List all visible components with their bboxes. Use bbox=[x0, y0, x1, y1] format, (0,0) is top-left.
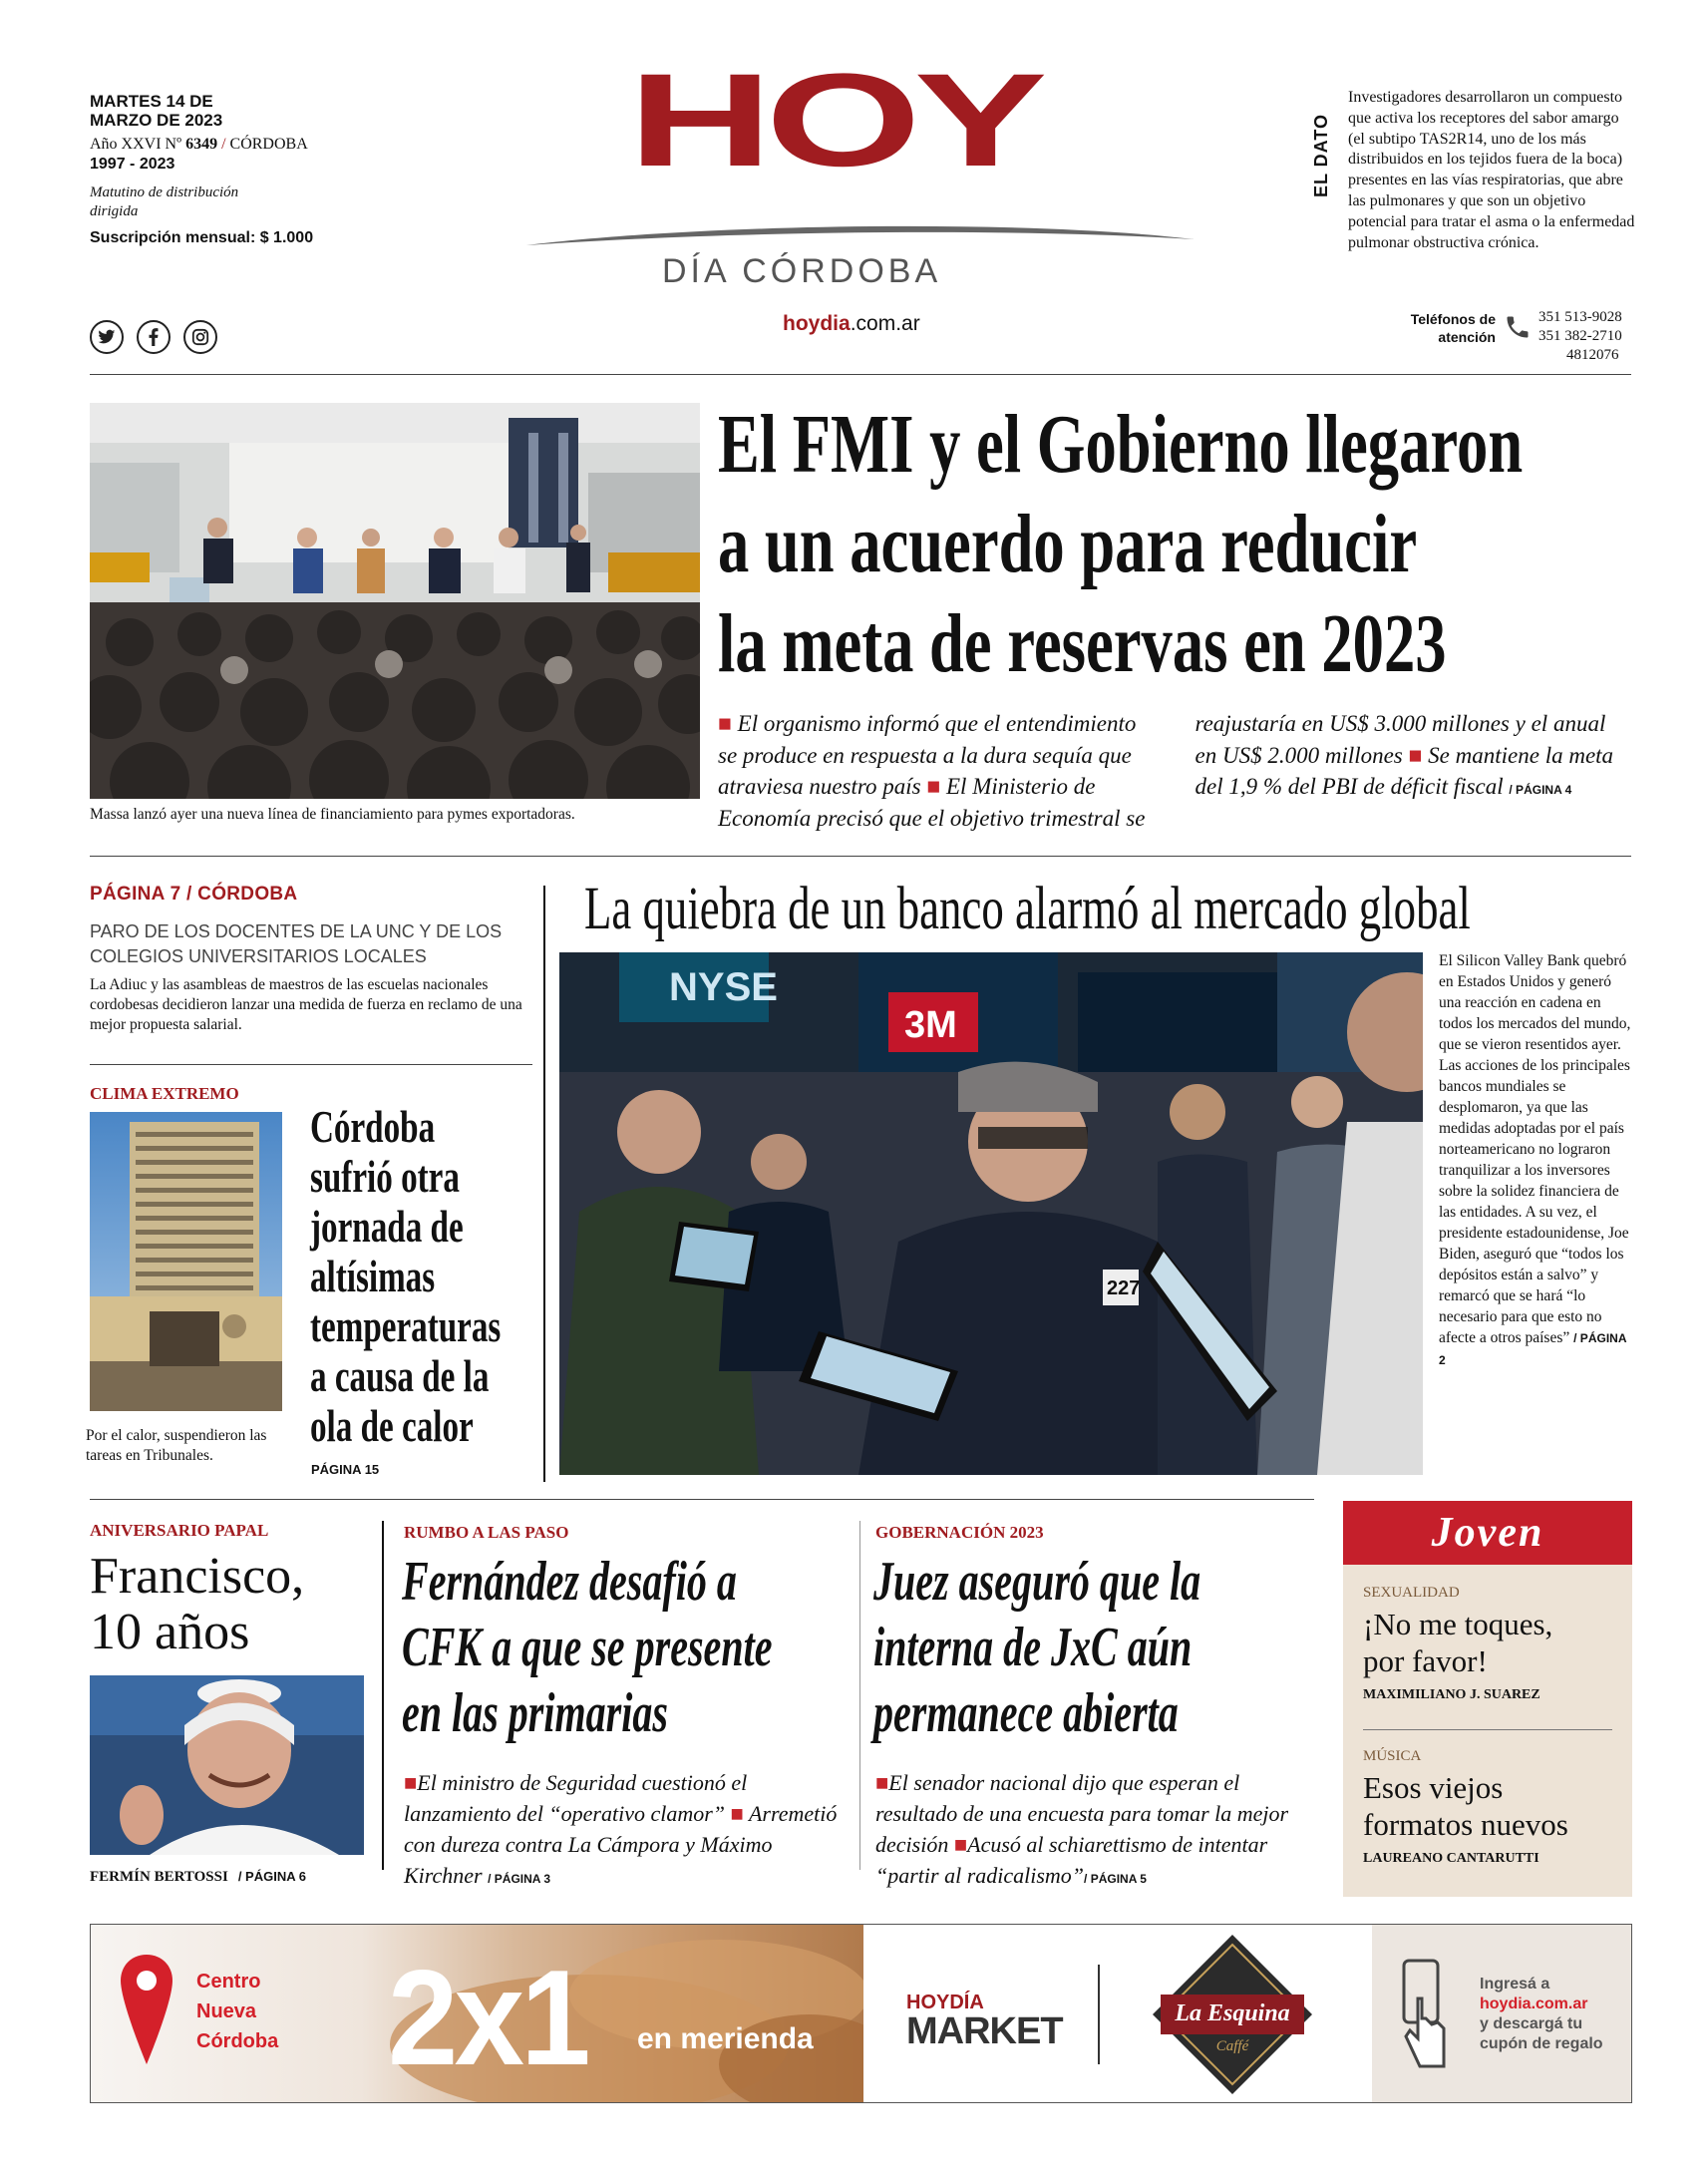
papa-photo bbox=[90, 1675, 364, 1855]
bullet-icon: ■ bbox=[718, 711, 732, 736]
header-rule bbox=[90, 374, 1631, 375]
nyse-sign-label: NYSE bbox=[669, 965, 778, 1009]
author: FERMÍN BERTOSSI bbox=[90, 1869, 228, 1885]
el-dato-label: EL DATO bbox=[1311, 113, 1331, 197]
gob-headline-line: permanece abierta bbox=[873, 1682, 1179, 1744]
joven-divider bbox=[1363, 1729, 1612, 1730]
facebook-icon[interactable] bbox=[137, 320, 171, 354]
section-rule bbox=[90, 1499, 1314, 1500]
bullet-icon: ■ bbox=[875, 1770, 889, 1795]
tribunales-building-image bbox=[90, 1112, 282, 1411]
phone-numbers bbox=[1538, 308, 1622, 365]
phone-icon bbox=[1504, 313, 1532, 346]
page-ref[interactable]: / PÁGINA 2 bbox=[1439, 1331, 1627, 1367]
gob-headline-line: Juez aseguró que la bbox=[873, 1551, 1201, 1613]
logo-swoosh bbox=[526, 219, 1195, 249]
unc-title: PARO DE LOS DOCENTES DE LA UNC Y DE LOS COLEGIOS UNIVERSITARIOS LOCALES bbox=[90, 921, 503, 966]
joven-headline[interactable]: ¡No me toques, por favor! bbox=[1363, 1607, 1553, 1678]
ad-promo-sub: en merienda bbox=[637, 2022, 814, 2055]
instagram-icon[interactable] bbox=[183, 320, 217, 354]
clima-headline-line: sufrió otra bbox=[310, 1151, 460, 1202]
logo-text: HOY bbox=[628, 46, 1041, 194]
clima-headline-line: ola de calor bbox=[310, 1400, 474, 1451]
masthead-left bbox=[90, 92, 349, 247]
joven-kicker: SEXUALIDAD bbox=[1363, 1585, 1460, 1601]
lead-headline bbox=[718, 395, 1635, 694]
la-esquina-logo: La Esquina Caffé bbox=[1153, 1935, 1312, 2094]
lead-headline-line: la meta de reservas en 2023 bbox=[718, 597, 1447, 690]
page-ref[interactable]: / PÁGINA 4 bbox=[1509, 783, 1572, 797]
papa-headline: Francisco, 10 años bbox=[90, 1548, 305, 1660]
clima-headline bbox=[310, 1102, 549, 1451]
joven-box[interactable] bbox=[1343, 1501, 1632, 1897]
pope-francis-image bbox=[90, 1675, 364, 1855]
paso-headline bbox=[402, 1549, 851, 1746]
el-dato-text: Investigadores desarrollaron un compuesto que activa los receptores del sabor amargo (el subtipo TAS2R14, uno de los más distribuidos en los tejidos fuera de la boca) presentes en las vías respiratorias, que abre las pulmonares y que son un objetivo potencial para tratar el asma o la enfermedad pulmonar obstructiva crónica. bbox=[1348, 89, 1635, 251]
bank-text: El Silicon Valley Bank quebró en Estados Unidos y generó una reacción en cadena en todos los mercados del mundo, que se vieron resentidos ayer. Las acciones de los principales bancos mundiales se desplomaron, ya que las medidas adoptadas por el país norteamericano no lograron tranquilizar a los inversores sobre la solidez financiera de las entidades. A su vez, el presidente estadounidense, Joe Biden, aseguró que “todos los depósitos están a salvo” y remarcó que se hará “lo necesario para que esto no afecte a otros países” / PÁGINA 2 bbox=[1439, 952, 1631, 1367]
unc-kicker[interactable]: PÁGINA 7 / CÓRDOBA bbox=[90, 884, 298, 905]
joven-title: Joven bbox=[1431, 1510, 1544, 1556]
paso-headline-line: Fernández desafió a bbox=[402, 1551, 737, 1613]
bullet-icon: ■ bbox=[953, 1832, 968, 1857]
ad-location: Centro Nueva Córdoba bbox=[196, 1971, 279, 2052]
gob-headline-line: interna de JxC aún bbox=[873, 1617, 1193, 1678]
lead-headline-line: a un acuerdo para reducir bbox=[718, 498, 1418, 590]
lead-headline-line: El FMI y el Gobierno llegaron bbox=[718, 398, 1524, 491]
lead-photo bbox=[90, 403, 700, 799]
joven-author: LAUREANO CANTARUTTI bbox=[1363, 1851, 1539, 1866]
section-rule bbox=[90, 856, 1631, 857]
twitter-icon[interactable] bbox=[90, 320, 124, 354]
phone-number[interactable]: 351 513-9028 bbox=[1538, 309, 1622, 325]
website-link[interactable]: hoydia.com.ar bbox=[783, 312, 920, 335]
subscription: Suscripción mensual: $ 1.000 bbox=[90, 229, 314, 246]
column-divider bbox=[382, 1521, 384, 1870]
phones-label: Teléfonos de atención bbox=[1410, 311, 1496, 345]
clima-photo bbox=[90, 1112, 282, 1411]
gob-headline bbox=[873, 1549, 1322, 1746]
page-ref[interactable]: / PÁGINA 6 bbox=[237, 1869, 306, 1884]
logo-subtitle: DÍA CÓRDOBA bbox=[662, 252, 942, 290]
unc-text: La Adiuc y las asambleas de maestros de las escuelas nacionales cordobesas decidieron lanzar una medida de fuerza en reclamo de una mejor propuesta salarial. bbox=[90, 976, 522, 1033]
factory-event-image bbox=[90, 403, 700, 799]
paso-kicker: RUMBO A LAS PASO bbox=[404, 1523, 569, 1542]
years: 1997 - 2023 bbox=[90, 156, 175, 173]
bank-headline: La quiebra de un banco alarmó al mercado global bbox=[584, 876, 1471, 942]
masthead-logo bbox=[628, 46, 1087, 194]
joven-band bbox=[1343, 1501, 1632, 1565]
clima-headline-line: temperaturas bbox=[310, 1300, 502, 1351]
phone-number[interactable]: 4812076 bbox=[1566, 347, 1619, 363]
social-links bbox=[90, 320, 217, 354]
joven-headline[interactable]: Esos viejos formatos nuevos bbox=[1363, 1770, 1568, 1842]
page-ref[interactable]: / PÁGINA 5 bbox=[1084, 1872, 1147, 1886]
ad-cta-text: Ingresá a hoydia.com.ar y descargá tu cupón de regalo bbox=[1480, 1976, 1603, 2052]
paso-headline-line: en las primarias bbox=[402, 1682, 668, 1744]
ad-banner[interactable] bbox=[90, 1924, 1632, 2103]
ad-cta-panel[interactable] bbox=[1372, 1925, 1632, 2103]
clima-caption: Por el calor, suspendieron las tareas en Tribunales. bbox=[86, 1427, 267, 1464]
paso-summary: ■El ministro de Seguridad cuestionó el lanzamiento del “operativo clamor” ■ Arremetió con dureza contra La Cámpora y Máximo Kirchner / PÁGINA 3 bbox=[404, 1770, 838, 1888]
bullet-icon: ■ bbox=[926, 774, 941, 799]
clima-headline-line: jornada de bbox=[310, 1201, 464, 1252]
edition-line: Año XXVI Nº 6349 / CÓRDOBA bbox=[90, 136, 308, 153]
column-rule bbox=[90, 1064, 532, 1065]
hoydia-market-logo: HOYDÍA MARKET bbox=[906, 1992, 1063, 2052]
ad-promo: 2x1 bbox=[388, 1942, 587, 2093]
phone-number[interactable]: 351 382-2710 bbox=[1538, 328, 1622, 344]
column-divider bbox=[859, 1521, 860, 1870]
papa-kicker: ANIVERSARIO PAPAL bbox=[90, 1521, 269, 1540]
lead-summary: ■ El organismo informó que el entendimiento se produce en respuesta a la dura sequía que atraviesa nuestro país ■ El Ministerio de Economía precisó que el objetivo trimestral se reajustaría en US$ 3.000 millones y el anual en US$ 2.000 millones ■ Se mantiene la meta del 1,9 % del PBI de déficit fiscal / PÁGINA 4 bbox=[718, 711, 1614, 831]
paso-headline-line: CFK a que se presente bbox=[402, 1617, 773, 1678]
bank-photo bbox=[559, 952, 1423, 1475]
clima-headline-line: a causa de la bbox=[310, 1350, 490, 1401]
gob-summary: ■El senador nacional dijo que esperan el resultado de una encuesta para tomar la mejor decisión ■Acusó al schiarettismo de intentar “partir al radicalismo”/ PÁGINA 5 bbox=[875, 1770, 1289, 1888]
phone-tap-icon bbox=[1400, 1959, 1448, 2070]
3m-sign-label: 3M bbox=[904, 1004, 957, 1046]
column-divider bbox=[543, 886, 545, 1482]
clima-page-ref[interactable]: PÁGINA 15 bbox=[311, 1462, 380, 1477]
badge-number-label: 227 bbox=[1107, 1277, 1141, 1299]
bullet-icon: ■ bbox=[730, 1801, 744, 1826]
location-pin-icon bbox=[121, 1955, 172, 2064]
bullet-icon: ■ bbox=[404, 1770, 418, 1795]
nyse-traders-image bbox=[559, 952, 1423, 1475]
bullet-icon: ■ bbox=[1408, 742, 1423, 768]
issue-date: MARTES 14 DE MARZO DE 2023 bbox=[90, 92, 223, 130]
clima-headline-line: altísimas bbox=[310, 1251, 436, 1301]
papa-byline bbox=[90, 1868, 306, 1886]
clima-kicker: CLIMA EXTREMO bbox=[90, 1084, 239, 1103]
gob-kicker: GOBERNACIÓN 2023 bbox=[875, 1523, 1044, 1542]
ad-divider bbox=[1098, 1965, 1100, 2064]
clima-headline-line: Córdoba bbox=[310, 1101, 436, 1152]
lead-photo-caption: Massa lanzó ayer una nueva línea de financiamiento para pymes exportadoras. bbox=[90, 806, 575, 823]
page-ref[interactable]: / PÁGINA 3 bbox=[488, 1872, 551, 1886]
distribution: Matutino de distribución dirigida bbox=[90, 184, 239, 219]
joven-author: MAXIMILIANO J. SUAREZ bbox=[1363, 1687, 1540, 1702]
joven-kicker: MÚSICA bbox=[1363, 1748, 1422, 1764]
